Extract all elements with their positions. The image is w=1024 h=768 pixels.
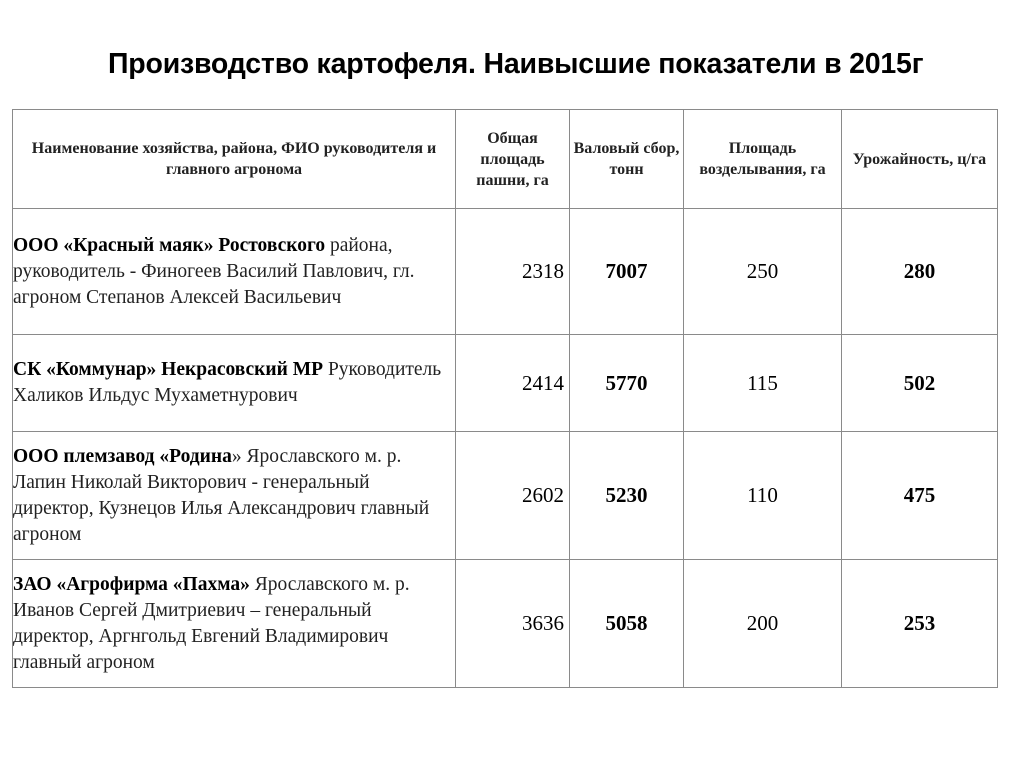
total-area-cell: 2318	[456, 209, 570, 335]
farm-name-bold: СК «Коммунар» Некрасовский МР	[13, 359, 324, 380]
column-header-total-area: Общая площадь пашни, га	[456, 110, 570, 209]
farm-name-cell	[13, 560, 456, 688]
column-header-name: Наименование хозяйства, района, ФИО руководителя и главного агронома	[13, 110, 456, 209]
total-area-cell: 2414	[456, 335, 570, 432]
table-header-row	[13, 110, 998, 209]
farm-name-bold: ООО «Красный маяк» Ростовского	[13, 234, 326, 256]
column-header-productivity: Урожайность, ц/га	[842, 110, 998, 209]
farm-name-details: района, руководитель - Финогеев Василий Павлович, гл. агроном Степанов Алексей Васильевич	[13, 234, 415, 308]
cultivation-area-cell: 250	[684, 209, 842, 335]
gross-yield-cell: 5230	[570, 432, 684, 560]
table-row	[13, 432, 998, 560]
farm-name-details: Ярославского м. р. Иванов Сергей Дмитриевич – генеральный директор, Аргнгольд Евгений Владимирович главный агроном	[13, 573, 410, 673]
total-area-cell: 2602	[456, 432, 570, 560]
farm-name-cell	[13, 432, 456, 560]
productivity-cell: 475	[842, 432, 998, 560]
productivity-cell: 253	[842, 560, 998, 688]
gross-yield-cell: 5770	[570, 335, 684, 432]
page-title: Производство картофеля. Наивысшие показатели в 2015г	[108, 48, 924, 80]
gross-yield-cell: 5058	[570, 560, 684, 688]
gross-yield-cell: 7007	[570, 209, 684, 335]
productivity-cell: 280	[842, 209, 998, 335]
table-row	[13, 335, 998, 432]
productivity-cell: 502	[842, 335, 998, 432]
farm-name-cell	[13, 209, 456, 335]
column-header-cultivation-area: Площадь возделывания, га	[684, 110, 842, 209]
farm-name-bold: ООО племзавод «Родина	[13, 445, 232, 467]
cultivation-area-cell: 115	[684, 335, 842, 432]
farm-name-cell	[13, 335, 456, 432]
farm-name-details: » Ярославского м. р. Лапин Николай Викторович - генеральный директор, Кузнецов Илья Александрович главный агроном	[13, 445, 430, 545]
data-table	[12, 109, 998, 688]
table-row	[13, 209, 998, 335]
column-header-gross-yield: Валовый сбор, тонн	[570, 110, 684, 209]
cultivation-area-cell: 200	[684, 560, 842, 688]
table-row	[13, 560, 998, 688]
total-area-cell: 3636	[456, 560, 570, 688]
farm-name-details: Руководитель Халиков Ильдус Мухаметнурович	[13, 359, 442, 406]
farm-name-bold: ЗАО «Агрофирма «Пахма»	[13, 573, 250, 595]
cultivation-area-cell: 110	[684, 432, 842, 560]
